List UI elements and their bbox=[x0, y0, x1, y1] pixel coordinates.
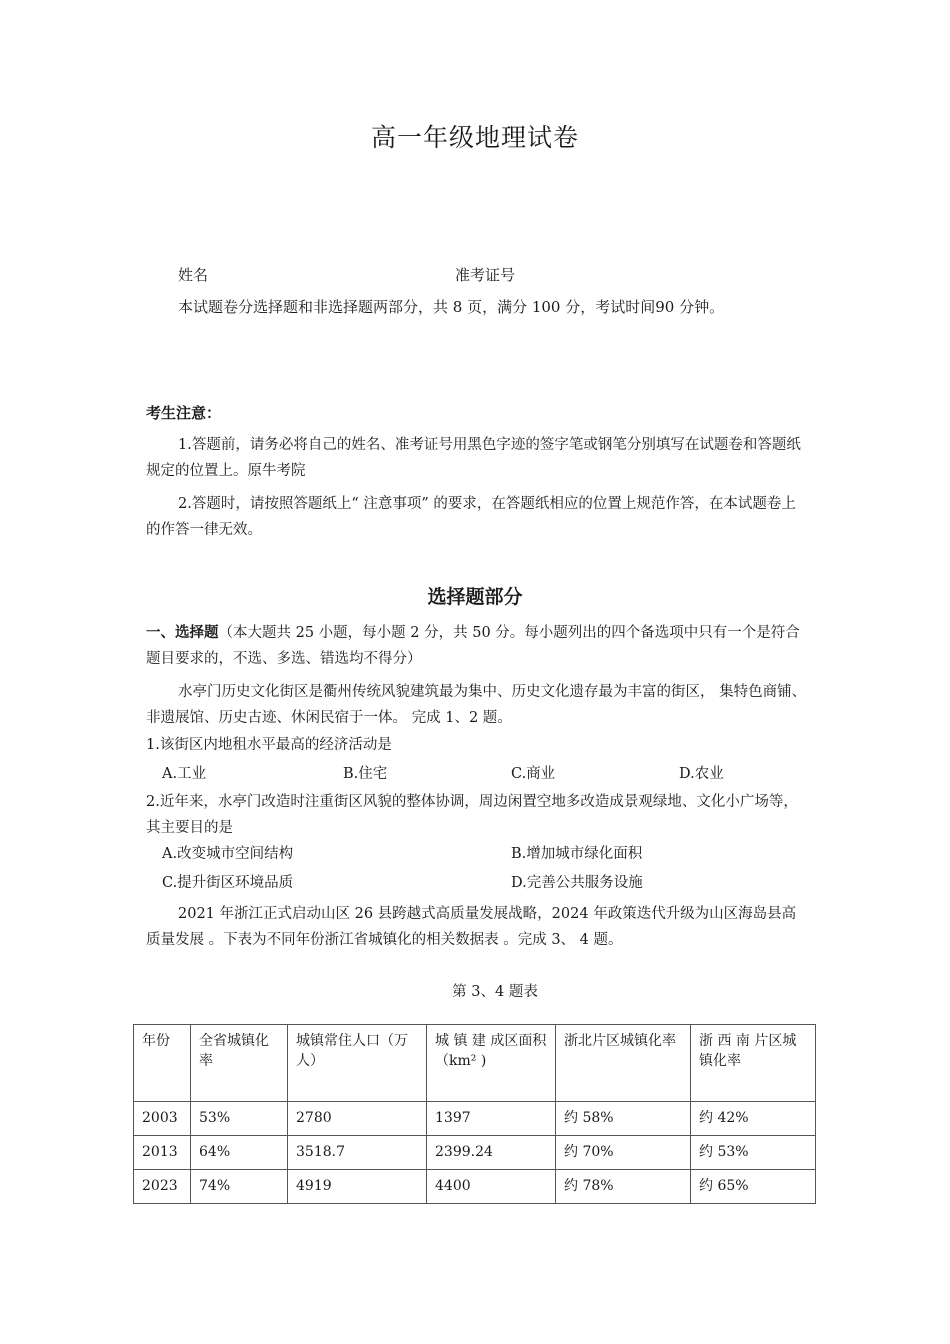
urbanization-table bbox=[133, 1024, 816, 1204]
table-cell: 64% bbox=[191, 1136, 288, 1170]
question-2-stem: 2.近年来，水亭门改造时注重街区风貌的整体协调，周边闲置空地多改造成景观绿地、文化小广场等，其主要目的是 bbox=[146, 794, 798, 836]
table-cell: 约 70% bbox=[556, 1136, 691, 1170]
q2-option-c: C.提升街区环境品质 bbox=[162, 875, 294, 891]
table-caption: 第 3、4 题表 bbox=[452, 984, 538, 1000]
table-cell: 4919 bbox=[288, 1170, 427, 1204]
table-cell: 约 65% bbox=[691, 1170, 816, 1204]
header-cell: 浙 西 南 片区城镇化率 bbox=[691, 1025, 816, 1102]
notice-item-2: 2.答题时，请按照答题纸上“ 注意事项” 的要求，在答题纸相应的位置上规范作答，在本试题卷上的作答一律无效。 bbox=[146, 496, 796, 538]
q2-option-b: B.增加城市绿化面积 bbox=[511, 846, 643, 862]
table-header-row bbox=[134, 1025, 816, 1102]
table-cell: 1397 bbox=[427, 1102, 556, 1136]
exam-info: 本试题卷分选择题和非选择题两部分，共 8 页，满分 100 分，考试时间90 分钟。 bbox=[178, 298, 725, 316]
header-cell: 城镇常住人口（万人） bbox=[288, 1025, 427, 1102]
notice-item-1: 1.答题前，请务必将自己的姓名、准考证号用黑色字迹的签字笔或钢笔分别填写在试题卷和答题纸规定的位置上。原牛考院 bbox=[146, 437, 801, 479]
q1-option-c: C.商业 bbox=[511, 766, 556, 782]
id-label: 准考证号 bbox=[455, 266, 516, 284]
table-cell: 4400 bbox=[427, 1170, 556, 1204]
table-row bbox=[134, 1136, 816, 1170]
passage-1: 水亭门历史文化街区是衢州传统风貌建筑最为集中、历史文化遗存最为丰富的街区， 集特色商铺、非遗展馆、历史古迹、休闲民宿于一体。 完成 1、2 题。 bbox=[146, 684, 807, 726]
header-cell: 浙北片区城镇化率 bbox=[556, 1025, 691, 1102]
header-cell: 年份 bbox=[134, 1025, 191, 1102]
table-cell: 53% bbox=[191, 1102, 288, 1136]
table-cell: 2399.24 bbox=[427, 1136, 556, 1170]
part-label: 一、选择题 bbox=[146, 625, 219, 641]
table-cell: 约 58% bbox=[556, 1102, 691, 1136]
q2-option-a: A.改变城市空间结构 bbox=[162, 846, 294, 862]
header-cell: 城 镇 建 成区面积（km² ) bbox=[427, 1025, 556, 1102]
table-cell: 74% bbox=[191, 1170, 288, 1204]
name-label: 姓名 bbox=[178, 266, 209, 284]
header-cell: 全省城镇化率 bbox=[191, 1025, 288, 1102]
table-row bbox=[134, 1170, 816, 1204]
page-title: 高一年级地理试卷 bbox=[370, 123, 579, 152]
passage-2: 2021 年浙江正式启动山区 26 县跨越式高质量发展战略，2024 年政策迭代升级为山区海岛县高质量发展 。下表为不同年份浙江省城镇化的相关数据表 。完成 3、 4 题。 bbox=[146, 906, 797, 948]
q1-option-b: B.住宅 bbox=[343, 766, 388, 782]
table-cell: 2003 bbox=[134, 1102, 191, 1136]
question-1-stem: 1.该街区内地租水平最高的经济活动是 bbox=[146, 737, 392, 753]
table-cell: 3518.7 bbox=[288, 1136, 427, 1170]
table-row bbox=[134, 1102, 816, 1136]
table-cell: 约 78% bbox=[556, 1170, 691, 1204]
part-description: （本大题共 25 小题，每小题 2 分，共 50 分。每小题列出的四个备选项中只有一个是符合题目要求的，不选、多选、错选均不得分） bbox=[146, 625, 800, 667]
section-instructions bbox=[146, 620, 810, 672]
q1-option-a: A.工业 bbox=[162, 766, 207, 782]
table-cell: 2023 bbox=[134, 1170, 191, 1204]
table-cell: 约 42% bbox=[691, 1102, 816, 1136]
section-title: 选择题部分 bbox=[427, 586, 523, 608]
table-cell: 2013 bbox=[134, 1136, 191, 1170]
table-cell: 约 53% bbox=[691, 1136, 816, 1170]
q1-option-d: D.农业 bbox=[679, 766, 724, 782]
notice-heading: 考生注意： bbox=[146, 404, 222, 422]
q2-option-d: D.完善公共服务设施 bbox=[511, 875, 643, 891]
table-cell: 2780 bbox=[288, 1102, 427, 1136]
